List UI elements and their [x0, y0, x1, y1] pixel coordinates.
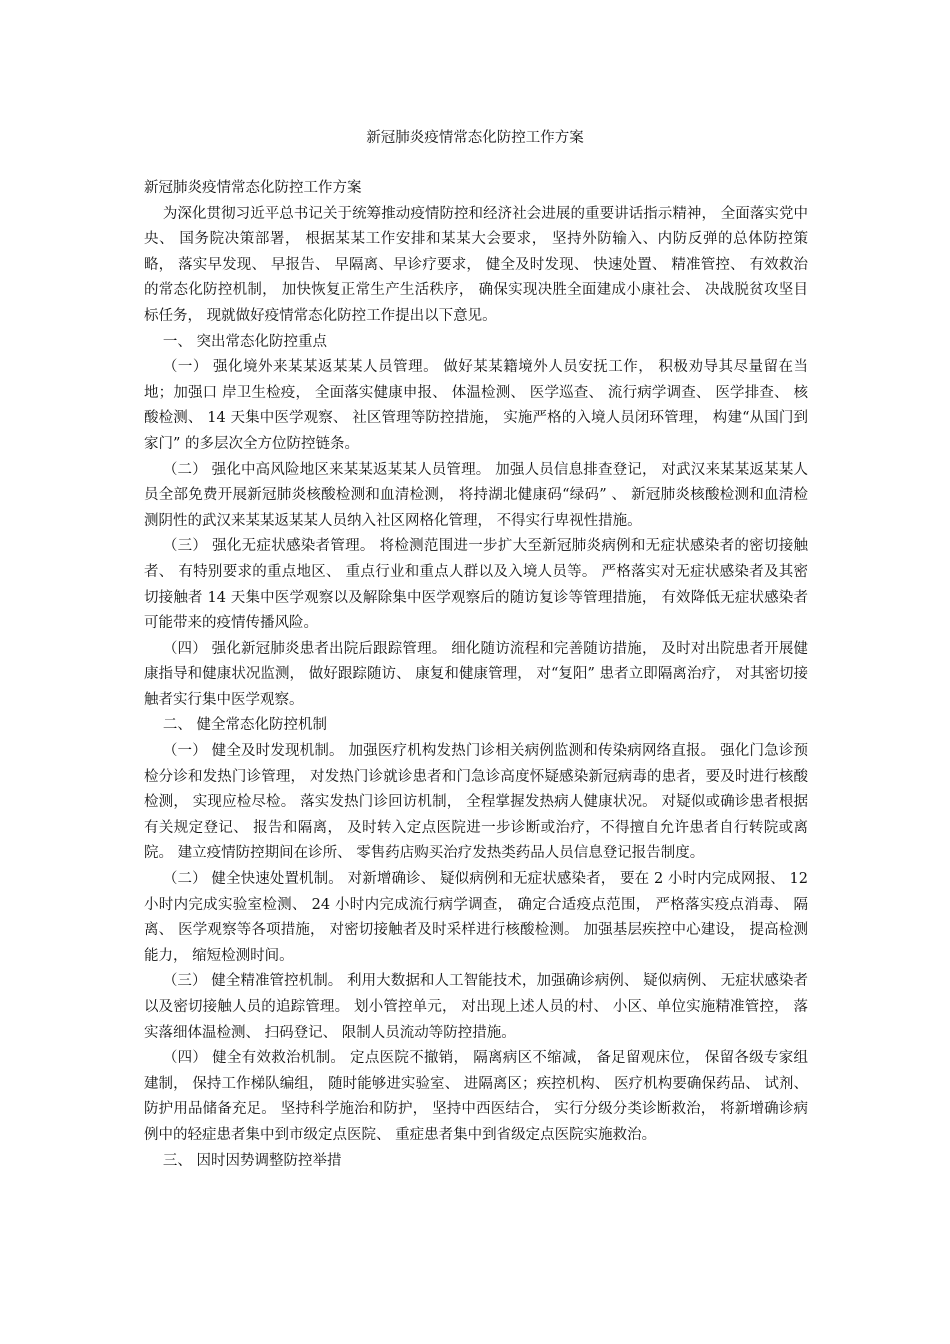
section-heading-1: 一、 突出常态化防控重点 — [162, 333, 327, 350]
section1-paragraph-1: （一） 强化境外来某某返某某人员管理。 做好某某籍境外人员安抚工作， 积极劝导其尽量留在当地；加强口 岸卫生检疫， 全面落实健康申报、 体温检测、 医学巡查、 流行病学调查、 医学排查、 核酸检测、 14 天集中医学观察、 社区管理等防控措施， 实施严格的入境人员闭环管理， 构建“从国门到家门” 的多层次全方位防控链条。 — [144, 359, 808, 452]
section1-paragraph-4: （四） 强化新冠肺炎患者出院后跟踪管理。 细化随访流程和完善随访措施， 及时对出院患者开展健康指导和健康状况监测， 做好跟踪随访、 康复和健康管理， 对“复阳” 患者立即隔离治疗， 对其密切接触者实行集中医学观察。 — [144, 640, 808, 708]
section2-paragraph-1: （一） 健全及时发现机制。 加强医疗机构发热门诊相关病例监测和传染病网络直报。 强化门急诊预检分诊和发热门诊管理， 对发热门诊就诊患者和门急诊高度怀疑感染新冠病毒的患者，要及时进行核酸检测， 实现应检尽检。 落实发热门诊回访机制， 全程掌握发热病人健康状况。 对疑似或确诊患者根据有关规定登记、 报告和隔离， 及时转入定点医院进一步诊断或治疗，不得擅自允许患者自行转院或离院。 建立疫情防控期间在诊所、 零售药店购买治疗发热类药品人员信息登记报告制度。 — [144, 743, 808, 862]
document-body — [144, 176, 808, 1174]
document-subtitle: 新冠肺炎疫情常态化防控工作方案 — [144, 180, 362, 196]
section2-paragraph-4: （四） 健全有效救治机制。 定点医院不撤销， 隔离病区不缩减， 备足留观床位， 保留各级专家组建制， 保持工作梯队编组， 随时能够进实验室、 进隔离区；疾控机构、 医疗机构要确保药品、 试剂、 防护用品储备充足。 坚持科学施治和防护， 坚持中西医结合， 实行分级分类诊断救治， 将新增确诊病例中的轻症患者集中到市级定点医院、 重症患者集中到省级定点医院实施救治。 — [144, 1050, 808, 1143]
section2-paragraph-2: （二） 健全快速处置机制。 对新增确诊、 疑似病例和无症状感染者， 要在 2 小时内完成网报、 12 小时内完成实验室检测、 24 小时内完成流行病学调查， 确定合适疫点范围， 严格落实疫点消毒、 隔离、 医学观察等各项措施， 对密切接触者及时采样进行核酸检测。 加强基层疾控中心建设， 提高检测能力， 缩短检测时间。 — [144, 871, 808, 964]
section1-paragraph-2: （二） 强化中高风险地区来某某返某某人员管理。 加强人员信息排查登记， 对武汉来某某返某某人员全部免费开展新冠肺炎核酸检测和血清检测， 将持湖北健康码“绿码” 、 新冠肺炎核酸检测和血清检测阴性的武汉来某某返某某人员纳入社区网格化管理， 不得实行卑视性措施。 — [144, 461, 808, 529]
section-heading-3: 三、 因时因势调整防控举措 — [162, 1152, 342, 1169]
document-title: 新冠肺炎疫情常态化防控工作方案 — [366, 130, 584, 146]
intro-paragraph: 为深化贯彻习近平总书记关于统筹推动疫情防控和经济社会进展的重要讲话指示精神， 全面落实党中央、 国务院决策部署， 根据某某工作安排和某某大会要求， 坚持外防输入、内防反弹的总体防控策略， 落实早发现、 早报告、 早隔离、早诊疗要求， 健全及时发现、 快速处置、 精准管控、 有效救治的常态化防控机制， 加快恢复正常生产生活秩序， 确保实现决胜全面建成小康社会、 决战脱贫攻坚目 标任务， 现就做好疫情常态化防控工作提出以下意见。 — [144, 205, 808, 324]
section2-paragraph-3: （三） 健全精准管控机制。 利用大数据和人工智能技术，加强确诊病例、 疑似病例、 无症状感染者以及密切接触人员的追踪管理。 划小管控单元， 对出现上述人员的村、 小区、单位实施精准管控， 落实落细体温检测、 扫码登记、 限制人员流动等防控措施。 — [144, 973, 808, 1041]
section1-paragraph-3: （三） 强化无症状感染者管理。 将检测范围进一步扩大至新冠肺炎病例和无症状感染者的密切接触者、 有特别要求的重点地区、 重点行业和重点人群以及入境人员等。 严格落实对无症状感染者及其密切接触者 14 天集中医学观察以及解除集中医学观察后的随访复诊等管理措施， 有效降低无症状感染者可能带来的疫情传播风险。 — [144, 538, 808, 632]
section-heading-2: 二、 健全常态化防控机制 — [162, 717, 327, 734]
